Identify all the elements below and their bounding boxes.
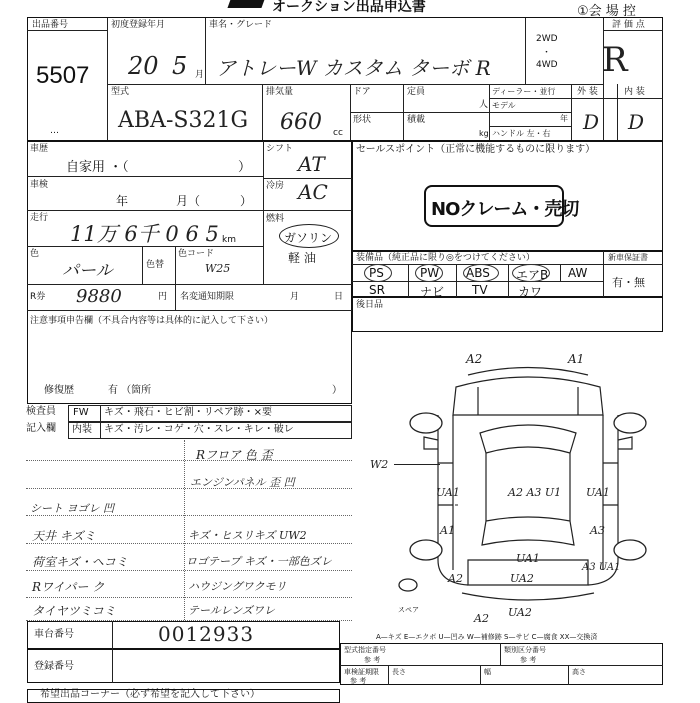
- note-line-5: Rワイパー ク: [32, 580, 105, 594]
- width-label: 幅: [484, 668, 491, 676]
- equip-ps: PS: [369, 266, 384, 280]
- mileage-unit: km: [222, 235, 236, 245]
- drive-dot: ・: [542, 48, 552, 58]
- deadline-month: 月: [290, 292, 300, 302]
- date-ref: 参 考: [350, 677, 367, 685]
- mileage-value: 11万 6千 0 6 5: [70, 222, 219, 246]
- diagram-mark-2: A1: [568, 352, 585, 366]
- color-label: 色: [30, 249, 40, 259]
- diagram-mark-11: A2: [448, 572, 463, 585]
- drive-2wd: 2WD: [536, 34, 558, 44]
- circle-abs: [463, 264, 499, 282]
- equip-sr: SR: [369, 283, 385, 297]
- ac-value: AC: [298, 180, 328, 204]
- inspector-label-1: 検査員: [26, 406, 56, 417]
- height-label: 高さ: [572, 668, 586, 676]
- header-title: オークション出品申込書: [272, 0, 426, 15]
- type-spec-ref: 参 考: [364, 656, 381, 664]
- type-label: 型式: [111, 87, 130, 97]
- later-frame: [352, 297, 663, 332]
- inspector-row2-text: キズ・汚レ・コゲ・穴・スレ・キレ・破レ: [104, 424, 294, 435]
- later-label: 後日品: [356, 300, 384, 310]
- recycle-value: 9880: [76, 286, 122, 307]
- color-value: パール: [62, 261, 113, 281]
- regnum-label: 登録番号: [34, 661, 74, 672]
- reg-label: 初度登録年月: [111, 20, 166, 30]
- diagram-mark-9: UA1: [516, 552, 540, 565]
- lot-label: 出品番号: [32, 20, 69, 30]
- lot-scribble: …: [50, 126, 59, 136]
- diagram-mark-7: A1: [440, 524, 455, 537]
- dealer-label: ディーラー・並行: [492, 87, 556, 96]
- diagram-mark-4: UA1: [436, 486, 460, 499]
- shape-label: 形状: [353, 115, 372, 125]
- diagram-legend: A—キズ E—エクボ U—凹み W—補修跡 S—サビ C—腐食 XX—交換済: [376, 633, 598, 641]
- header-logo: [227, 0, 266, 8]
- use-close: ）: [238, 160, 252, 175]
- note-line-1: Rフロア 色 歪: [196, 448, 273, 462]
- name-value: アトレーW カスタム ターボ R: [216, 56, 491, 80]
- note-line-6c: テールレンズワレ: [188, 604, 275, 617]
- equip-leather: カワ: [518, 285, 543, 299]
- equip-aw: AW: [568, 266, 588, 280]
- date-label: 車検証期限: [344, 668, 379, 676]
- inspect-year: 年: [116, 194, 129, 208]
- inspect-month: 月（: [176, 194, 201, 208]
- fuel-label: 燃料: [266, 214, 285, 224]
- diagram-mark-10: UA2: [510, 572, 534, 585]
- note-line-4c: ロゴテープ キズ・一部色ズレ: [186, 555, 332, 568]
- equip-pw: PW: [420, 266, 440, 280]
- grade-label: 評 価 点: [612, 20, 645, 30]
- diagram-mark-14: UA2: [508, 606, 532, 619]
- reg-year: 20: [128, 52, 159, 80]
- circle-pw: [415, 264, 443, 282]
- note-line-4: 荷室キズ・ヘコミ: [32, 555, 128, 569]
- ext-label: 外 装: [577, 87, 598, 97]
- equipment-label: 装備品（純正品に限り◎をつけてください）: [356, 253, 535, 263]
- sales-stamp-text: NOクレーム・売切: [431, 199, 579, 220]
- diagram-mark-1: A2: [466, 352, 483, 366]
- warranty-value: 有・無: [612, 276, 645, 289]
- chassis-label: 車台番号: [34, 629, 74, 640]
- diagram-mark-3: W2: [370, 458, 389, 471]
- name-label: 車名・グレード: [209, 20, 273, 30]
- diagram-mark-6: UA1: [586, 486, 610, 499]
- note-line-3b: 天井 キズミ: [32, 529, 96, 543]
- colorcode-value: W25: [205, 262, 231, 275]
- recycle-label: R券: [30, 292, 46, 302]
- equip-airbag: エアB: [516, 268, 549, 282]
- cap-unit: 人: [479, 100, 489, 110]
- fuel-alt: 軽 油: [288, 251, 316, 265]
- warranty-label: 新車保証書: [608, 253, 648, 262]
- model-label: モデル: [492, 101, 516, 110]
- handle-label: ハンドル 左・右: [492, 129, 551, 138]
- load-unit: kg: [479, 129, 489, 138]
- inspector-row1-tag: FW: [73, 407, 89, 418]
- door-label: ドア: [353, 87, 371, 97]
- type-value: ABA-S321G: [118, 108, 249, 133]
- ac-label: 冷房: [266, 181, 285, 191]
- header-venue: ①会 場 控: [577, 4, 636, 19]
- note-line-3: シート ヨゴレ 凹: [30, 502, 114, 515]
- class-ref: 参 考: [520, 656, 537, 664]
- shift-value: AT: [298, 152, 325, 176]
- deadline-day: 日: [334, 292, 344, 302]
- fuel-value: ガソリン: [284, 231, 333, 245]
- load-label: 積載: [407, 115, 426, 125]
- reg-month-unit: 月: [195, 70, 205, 80]
- inspect-label: 車検: [30, 180, 49, 190]
- note-line-3c: キズ・ヒスリキズ UW2: [188, 529, 307, 542]
- note-line-5c: ハウジングワクモリ: [188, 580, 287, 593]
- type-spec-label: 型式指定番号: [344, 646, 386, 654]
- note-line-6: タイヤツミコミ: [32, 604, 116, 618]
- colorchange-label: 色替: [146, 260, 165, 270]
- diagram-mark-12: A3 UA1: [582, 562, 621, 573]
- repair-value: 有 （箇所: [108, 385, 152, 396]
- cap-label: 定員: [407, 87, 426, 97]
- mileage-label: 走行: [30, 213, 49, 223]
- equip-navi: ナビ: [420, 285, 445, 299]
- recycle-unit: 円: [158, 292, 168, 302]
- diagram-mark-13: A2: [474, 612, 489, 625]
- chassis-value: 0012933: [158, 622, 255, 646]
- inspector-row2-tag: 内装: [72, 424, 92, 435]
- lot-value: 5507: [36, 62, 90, 89]
- circle-airbag: [512, 264, 550, 282]
- colorcode-label: 色コード: [178, 249, 215, 259]
- circle-ps: [364, 264, 392, 282]
- disp-value: 660: [280, 110, 322, 135]
- ext-value: D: [583, 110, 600, 134]
- inspector-row1-text: キズ・飛石・ヒビ割・リペア跡・×要: [104, 407, 272, 418]
- disp-label: 排気量: [266, 87, 294, 97]
- equip-tv: TV: [472, 283, 488, 297]
- diagram-spare-label: スペア: [398, 606, 419, 614]
- note-line-2: エンジンパネル 歪 凹: [190, 476, 295, 489]
- int-label: 内 装: [624, 87, 645, 97]
- reg-month: 5: [172, 52, 188, 80]
- diagram-mark-5: A2 A3 U1: [508, 486, 562, 499]
- model-unit: 年: [560, 114, 568, 123]
- disp-unit: cc: [333, 128, 343, 138]
- shift-label: シフト: [266, 144, 294, 154]
- notes-label: 注意事項申告欄（不具合内容等は具体的に記入して下さい）: [30, 316, 274, 326]
- fuel-circle: [279, 224, 339, 248]
- repair-close: ）: [332, 385, 342, 396]
- grade-value: R: [602, 40, 628, 80]
- repair-label: 修復歴: [44, 385, 74, 396]
- length-label: 長さ: [392, 668, 406, 676]
- drive-4wd: 4WD: [536, 60, 558, 70]
- equip-abs: ABS: [466, 266, 490, 280]
- sales-label: セールスポイント（正常に機能するものに限ります）: [356, 144, 596, 155]
- footer-text: 希望出品コーナー（必ず希望を記入して下さい）: [40, 689, 260, 700]
- class-label: 類別区分番号: [504, 646, 546, 654]
- diagram-w2-leader: [394, 464, 440, 465]
- deadline-label: 名変通知期限: [180, 292, 235, 302]
- use-value: 自家用 ・（: [66, 160, 129, 175]
- inspector-label-2: 記入欄: [26, 423, 56, 434]
- use-label: 車歴: [30, 144, 49, 154]
- int-value: D: [628, 110, 645, 134]
- inspect-close: ）: [240, 194, 253, 208]
- diagram-mark-8: A3: [590, 524, 605, 537]
